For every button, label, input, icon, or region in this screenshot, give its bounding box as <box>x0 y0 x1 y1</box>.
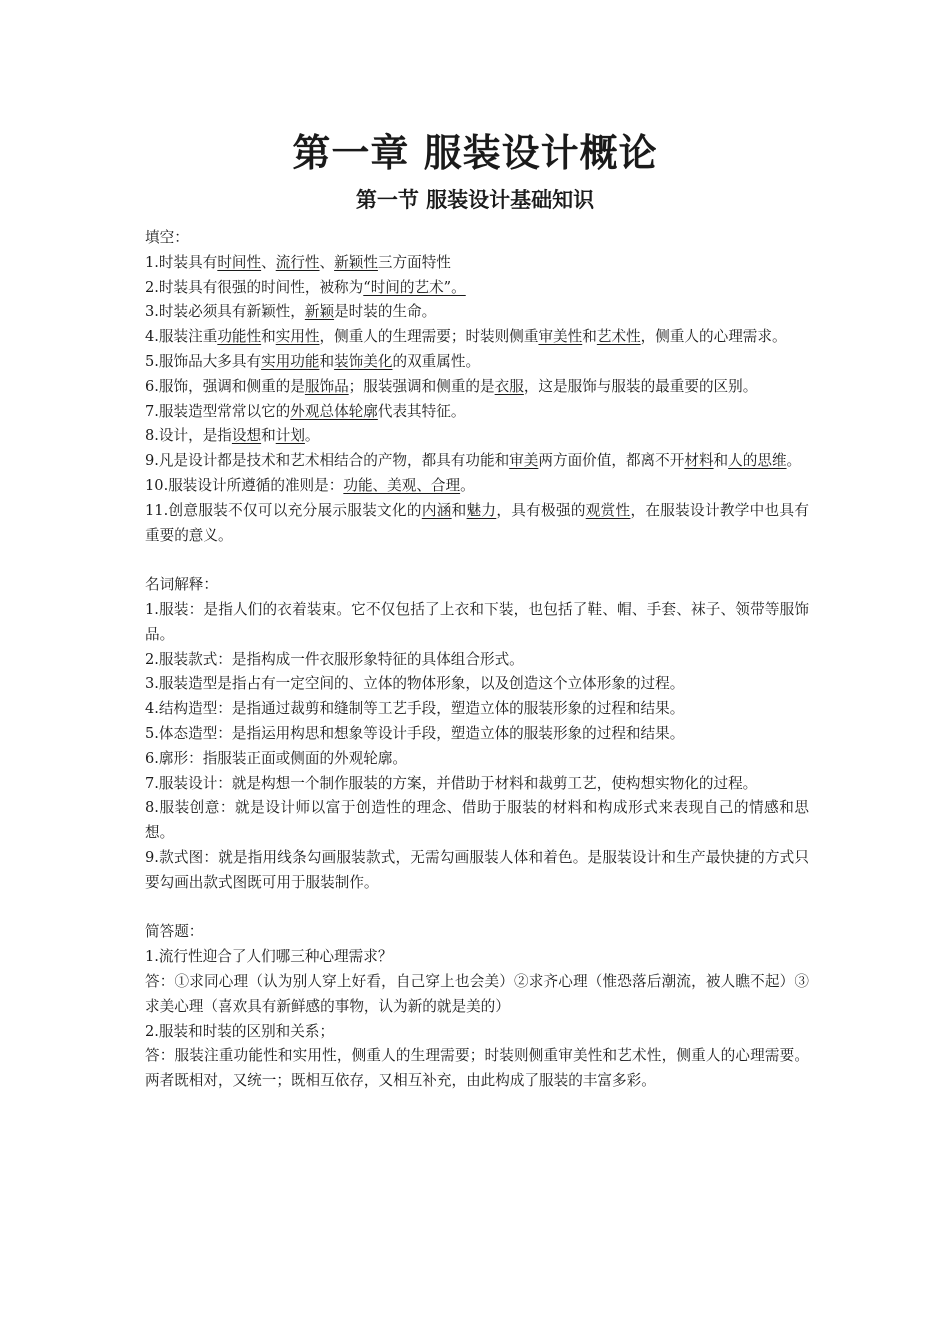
section-title: 第一节 服装设计基础知识 <box>355 188 595 212</box>
item-text: 。 <box>460 476 475 494</box>
item-text: 。 <box>304 427 320 445</box>
term-item: 6.廓形：指服装正面或侧面的外观轮廓。 <box>145 749 408 767</box>
item-text: 7.服装造型常常以它的 <box>145 402 291 420</box>
answer-blank: 设想 <box>231 427 262 445</box>
item-text: ，在服装设计教学中也具有重要的意义。 <box>145 501 809 544</box>
item-text: 和 <box>319 352 335 370</box>
answer-blank: 观赏性 <box>585 501 631 519</box>
item-text: ；服装强调和侧重的是 <box>348 377 495 395</box>
answer-blank: 内涵 <box>421 501 452 519</box>
term-item: 5.体态造型：是指运用构思和想象等设计手段，塑造立体的服装形象的过程和结果。 <box>145 724 685 742</box>
item-text: 、 <box>319 253 335 271</box>
item-text: 是时装的生命。 <box>334 303 437 321</box>
answer-blank: 外观总体轮廓 <box>290 402 378 420</box>
item-text: 6.服饰，强调和侧重的是 <box>145 377 305 395</box>
item-text: ，具有极强的 <box>496 501 586 519</box>
item-text: 4.服装注重 <box>145 328 218 346</box>
fill-blank-item <box>145 400 809 425</box>
fill-blank-list <box>145 251 809 549</box>
answer-blank: 艺术性 <box>596 328 641 346</box>
item-text: 9.凡是设计都是技术和艺术相结合的产物，都具有功能和 <box>145 452 510 470</box>
answer-blank: 装饰美化 <box>334 352 393 370</box>
term-item: 4.结构造型：是指通过裁剪和缝制等工艺手段，塑造立体的服装形象的过程和结果。 <box>145 700 685 718</box>
section-spacer <box>145 548 809 573</box>
item-text: 代表其特征。 <box>377 402 466 420</box>
answer-blank: 功能性 <box>217 328 262 346</box>
answer-blank: 实用性 <box>275 328 320 346</box>
answer-blank: 流行性 <box>275 253 320 271</box>
fill-blank-item <box>145 424 809 449</box>
fill-blank-item <box>145 276 809 301</box>
qa-heading: 简答题： <box>145 923 204 941</box>
term-item: 3.服装造型是指占有一定空间的、立体的物体形象，以及创造这个立体形象的过程。 <box>145 675 685 693</box>
item-text: 。 <box>786 452 802 470</box>
item-text: 和 <box>261 328 276 346</box>
item-text: 和 <box>713 452 729 470</box>
answer-blank: 新颖 <box>304 303 335 321</box>
answer-blank: 人的思维 <box>728 452 787 470</box>
answer-blank: 功能、美观、合理 <box>343 476 461 494</box>
item-text: 、 <box>261 253 276 271</box>
answer-blank: 时间性 <box>217 253 262 271</box>
item-text: 1.时装具有 <box>145 253 218 271</box>
answer-blank: 审美性 <box>538 328 583 346</box>
item-text: 三方面特性 <box>377 253 451 271</box>
item-text: ，这是服饰与服装的最重要的区别。 <box>523 377 758 395</box>
fill-blank-item <box>145 251 809 276</box>
answer-blank: 魅力 <box>466 501 497 519</box>
fill-blank-item <box>145 474 809 499</box>
chapter-title: 第一章 服装设计概论 <box>292 131 658 175</box>
fill-blank-item <box>145 350 809 375</box>
answer-blank: 服饰品 <box>304 377 349 395</box>
item-text: 和 <box>582 328 597 346</box>
term-item: 8.服装创意：就是设计师以富于创造性的理念、借助于服装的材料和构成形式来表现自己的情感和思想。 <box>145 799 809 842</box>
term-item: 1.服装：是指人们的衣着装束。它不仅包括了上衣和下装，也包括了鞋、帽、手套、袜子、领带等服饰品。 <box>145 600 809 643</box>
item-text: 2.时装具有很强的时间性，被称为 <box>145 278 364 296</box>
item-text: 和 <box>261 427 276 445</box>
fill-blank-heading: 填空： <box>145 229 189 246</box>
item-text: 的双重属性。 <box>392 352 481 370</box>
fill-blank-item <box>145 375 809 400</box>
fill-blank-item <box>145 499 809 549</box>
item-text: ，侧重人的生理需要；时装则侧重 <box>319 328 539 346</box>
item-text: 10.服装设计所遵循的准则是： <box>145 476 344 494</box>
item-text: 5.服饰品大多具有 <box>145 352 262 370</box>
answer-blank: 衣服 <box>494 377 524 395</box>
term-item: 9.款式图：就是指用线条勾画服装款式，无需勾画服装人体和着色。是服装设计和生产最快捷的方式只要勾画出款式图既可用于服装制作。 <box>145 848 809 891</box>
term-item: 7.服装设计：就是构想一个制作服装的方案，并借助于材料和裁剪工艺，使构想实物化的过程。 <box>145 774 758 792</box>
qa-question: 1.流行性迎合了人们哪三种心理需求？ <box>145 948 393 966</box>
item-text: 8.设计，是指 <box>145 427 232 445</box>
qa-answer: 答：①求同心理（认为别人穿上好看，自己穿上也会美）②求齐心理（惟恐落后潮流，被人瞧不起）③求美心理（喜欢具有新鲜感的事物，认为新的就是美的） <box>145 972 809 1015</box>
answer-blank: 审美 <box>509 452 539 470</box>
item-text: 和 <box>451 501 467 519</box>
terms-heading: 名词解释： <box>145 576 218 594</box>
answer-blank: 材料 <box>684 452 714 470</box>
answer-blank: 计划 <box>275 427 305 445</box>
answer-blank: “时间的艺术”。 <box>363 278 466 296</box>
item-text: 3.时装必须具有新颖性， <box>145 303 305 321</box>
qa-question: 2.服装和时装的区别和关系； <box>145 1022 335 1040</box>
item-text: ，侧重人的心理需求。 <box>640 328 787 346</box>
item-text: 11.创意服装不仅可以充分展示服装文化的 <box>145 501 422 519</box>
fill-blank-item <box>145 449 809 474</box>
term-item: 2.服装款式：是指构成一件衣服形象特征的具体组合形式。 <box>145 650 524 668</box>
answer-blank: 新颖性 <box>334 253 378 271</box>
fill-blank-item <box>145 300 809 325</box>
qa-answer: 答：服装注重功能性和实用性，侧重人的生理需要；时装则侧重审美性和艺术性，侧重人的心理需要。两者既相对，又统一；既相互依存，又相互补充，由此构成了服装的丰富多彩。 <box>145 1047 809 1090</box>
item-text: 两方面价值，都离不开 <box>538 452 685 470</box>
answer-blank: 实用功能 <box>261 352 320 370</box>
document-body <box>145 226 809 1094</box>
section-spacer <box>145 896 809 921</box>
fill-blank-item <box>145 325 809 350</box>
